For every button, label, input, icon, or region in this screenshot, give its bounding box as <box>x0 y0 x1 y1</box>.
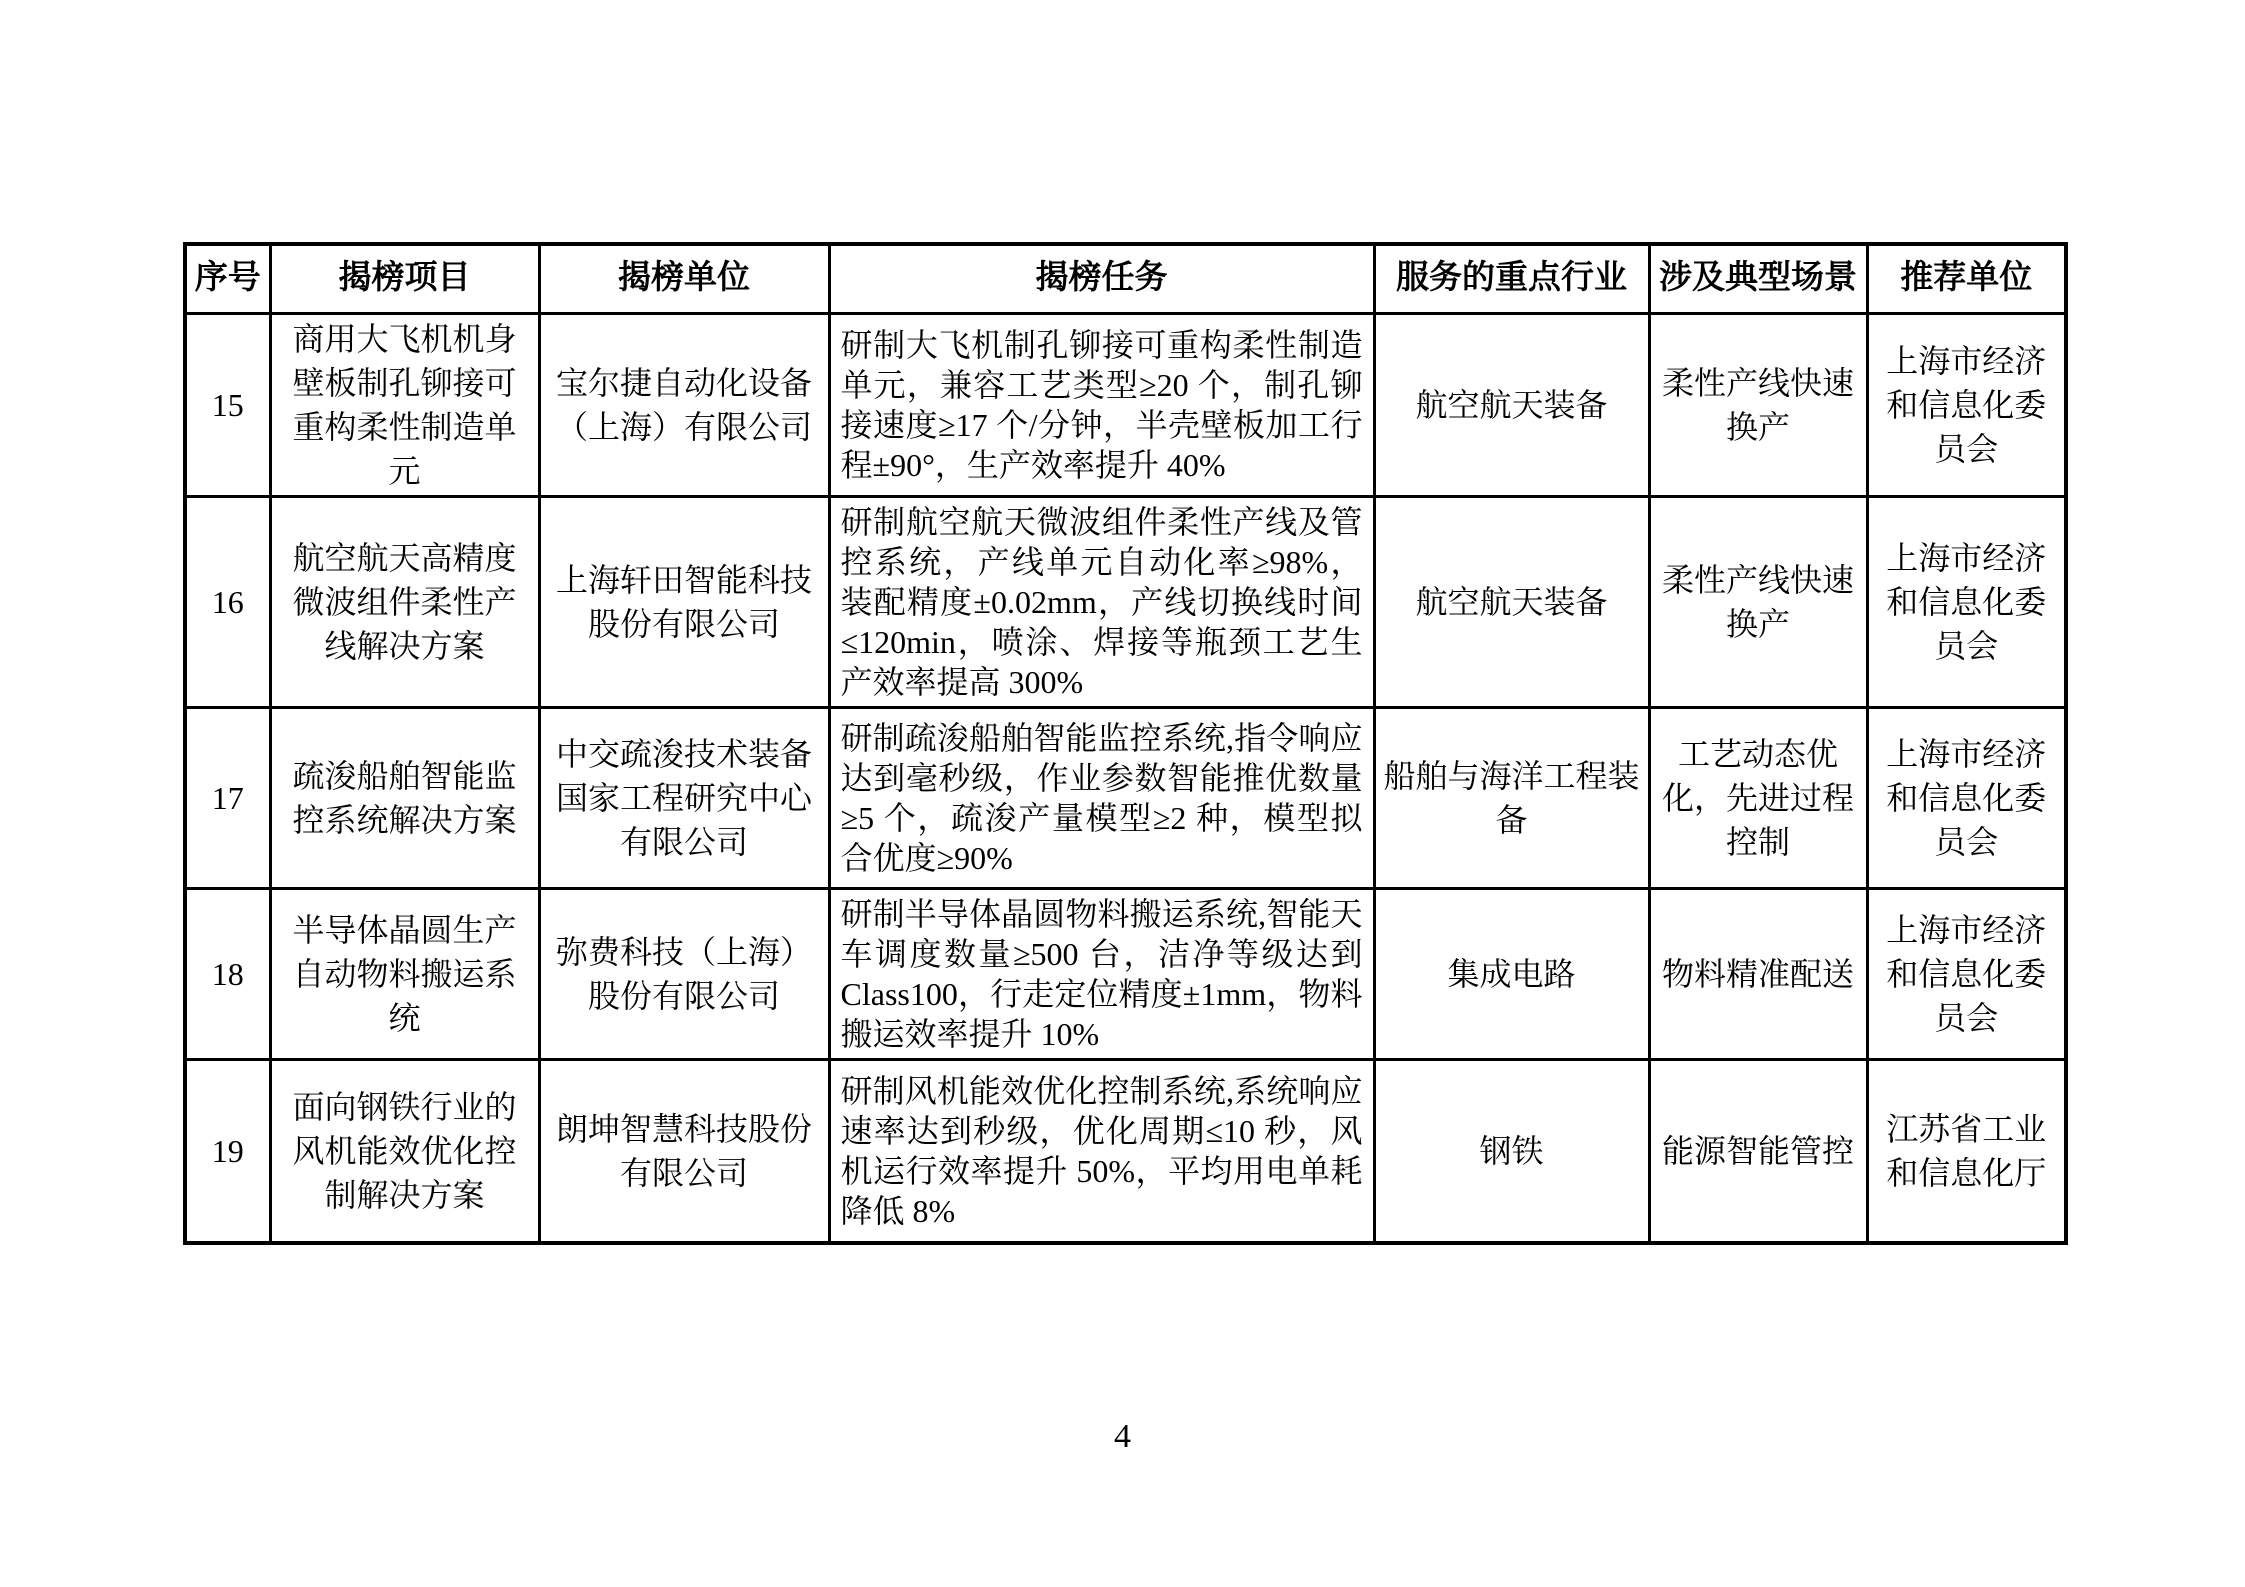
column-header-scenario: 涉及典型场景 <box>1649 244 1867 314</box>
cell-scenario: 柔性产线快速换产 <box>1649 497 1867 708</box>
cell-unit: 宝尔捷自动化设备（上海）有限公司 <box>539 314 829 497</box>
table-row <box>185 889 2066 1060</box>
cell-serial: 18 <box>185 889 270 1060</box>
table-body <box>185 314 2066 1244</box>
cell-unit: 中交疏浚技术装备国家工程研究中心有限公司 <box>539 708 829 889</box>
cell-project: 疏浚船舶智能监控系统解决方案 <box>270 708 539 889</box>
cell-industry: 航空航天装备 <box>1374 497 1649 708</box>
cell-unit: 朗坤智慧科技股份有限公司 <box>539 1060 829 1244</box>
cell-scenario: 工艺动态优化，先进过程控制 <box>1649 708 1867 889</box>
cell-industry: 集成电路 <box>1374 889 1649 1060</box>
column-header-unit: 揭榜单位 <box>539 244 829 314</box>
column-header-project: 揭榜项目 <box>270 244 539 314</box>
column-header-task: 揭榜任务 <box>829 244 1374 314</box>
cell-unit: 弥费科技（上海）股份有限公司 <box>539 889 829 1060</box>
cell-project: 面向钢铁行业的风机能效优化控制解决方案 <box>270 1060 539 1244</box>
cell-industry: 航空航天装备 <box>1374 314 1649 497</box>
cell-industry: 船舶与海洋工程装备 <box>1374 708 1649 889</box>
cell-serial: 19 <box>185 1060 270 1244</box>
cell-recommender: 江苏省工业和信息化厅 <box>1867 1060 2066 1244</box>
cell-recommender: 上海市经济和信息化委员会 <box>1867 314 2066 497</box>
table-row <box>185 314 2066 497</box>
cell-scenario: 柔性产线快速换产 <box>1649 314 1867 497</box>
cell-task: 研制风机能效优化控制系统,系统响应速率达到秒级，优化周期≤10 秒，风机运行效率提升 50%，平均用电单耗降低 8% <box>829 1060 1374 1244</box>
cell-project: 商用大飞机机身壁板制孔铆接可重构柔性制造单元 <box>270 314 539 497</box>
page-number: 4 <box>1114 1418 1131 1455</box>
cell-task: 研制半导体晶圆物料搬运系统,智能天车调度数量≥500 台，洁净等级达到 Class100，行走定位精度±1mm，物料搬运效率提升 10% <box>829 889 1374 1060</box>
cell-task: 研制大飞机制孔铆接可重构柔性制造单元，兼容工艺类型≥20 个，制孔铆接速度≥17 个/分钟，半壳壁板加工行程±90°，生产效率提升 40% <box>829 314 1374 497</box>
column-header-recommender: 推荐单位 <box>1867 244 2066 314</box>
cell-recommender: 上海市经济和信息化委员会 <box>1867 889 2066 1060</box>
table-row <box>185 708 2066 889</box>
cell-recommender: 上海市经济和信息化委员会 <box>1867 497 2066 708</box>
tender-table <box>183 242 2068 1245</box>
table-header <box>185 244 2066 314</box>
cell-project: 半导体晶圆生产自动物料搬运系统 <box>270 889 539 1060</box>
cell-serial: 15 <box>185 314 270 497</box>
cell-task: 研制疏浚船舶智能监控系统,指令响应达到毫秒级，作业参数智能推优数量≥5 个，疏浚产量模型≥2 种，模型拟合优度≥90% <box>829 708 1374 889</box>
column-header-industry: 服务的重点行业 <box>1374 244 1649 314</box>
cell-task: 研制航空航天微波组件柔性产线及管控系统，产线单元自动化率≥98%，装配精度±0.02mm，产线切换线时间≤120min，喷涂、焊接等瓶颈工艺生产效率提高 300% <box>829 497 1374 708</box>
cell-serial: 16 <box>185 497 270 708</box>
table-row <box>185 497 2066 708</box>
column-header-serial: 序号 <box>185 244 270 314</box>
cell-scenario: 能源智能管控 <box>1649 1060 1867 1244</box>
cell-recommender: 上海市经济和信息化委员会 <box>1867 708 2066 889</box>
table-row <box>185 1060 2066 1244</box>
cell-unit: 上海轩田智能科技股份有限公司 <box>539 497 829 708</box>
header-row <box>185 244 2066 314</box>
cell-scenario: 物料精准配送 <box>1649 889 1867 1060</box>
cell-industry: 钢铁 <box>1374 1060 1649 1244</box>
cell-project: 航空航天高精度微波组件柔性产线解决方案 <box>270 497 539 708</box>
cell-serial: 17 <box>185 708 270 889</box>
